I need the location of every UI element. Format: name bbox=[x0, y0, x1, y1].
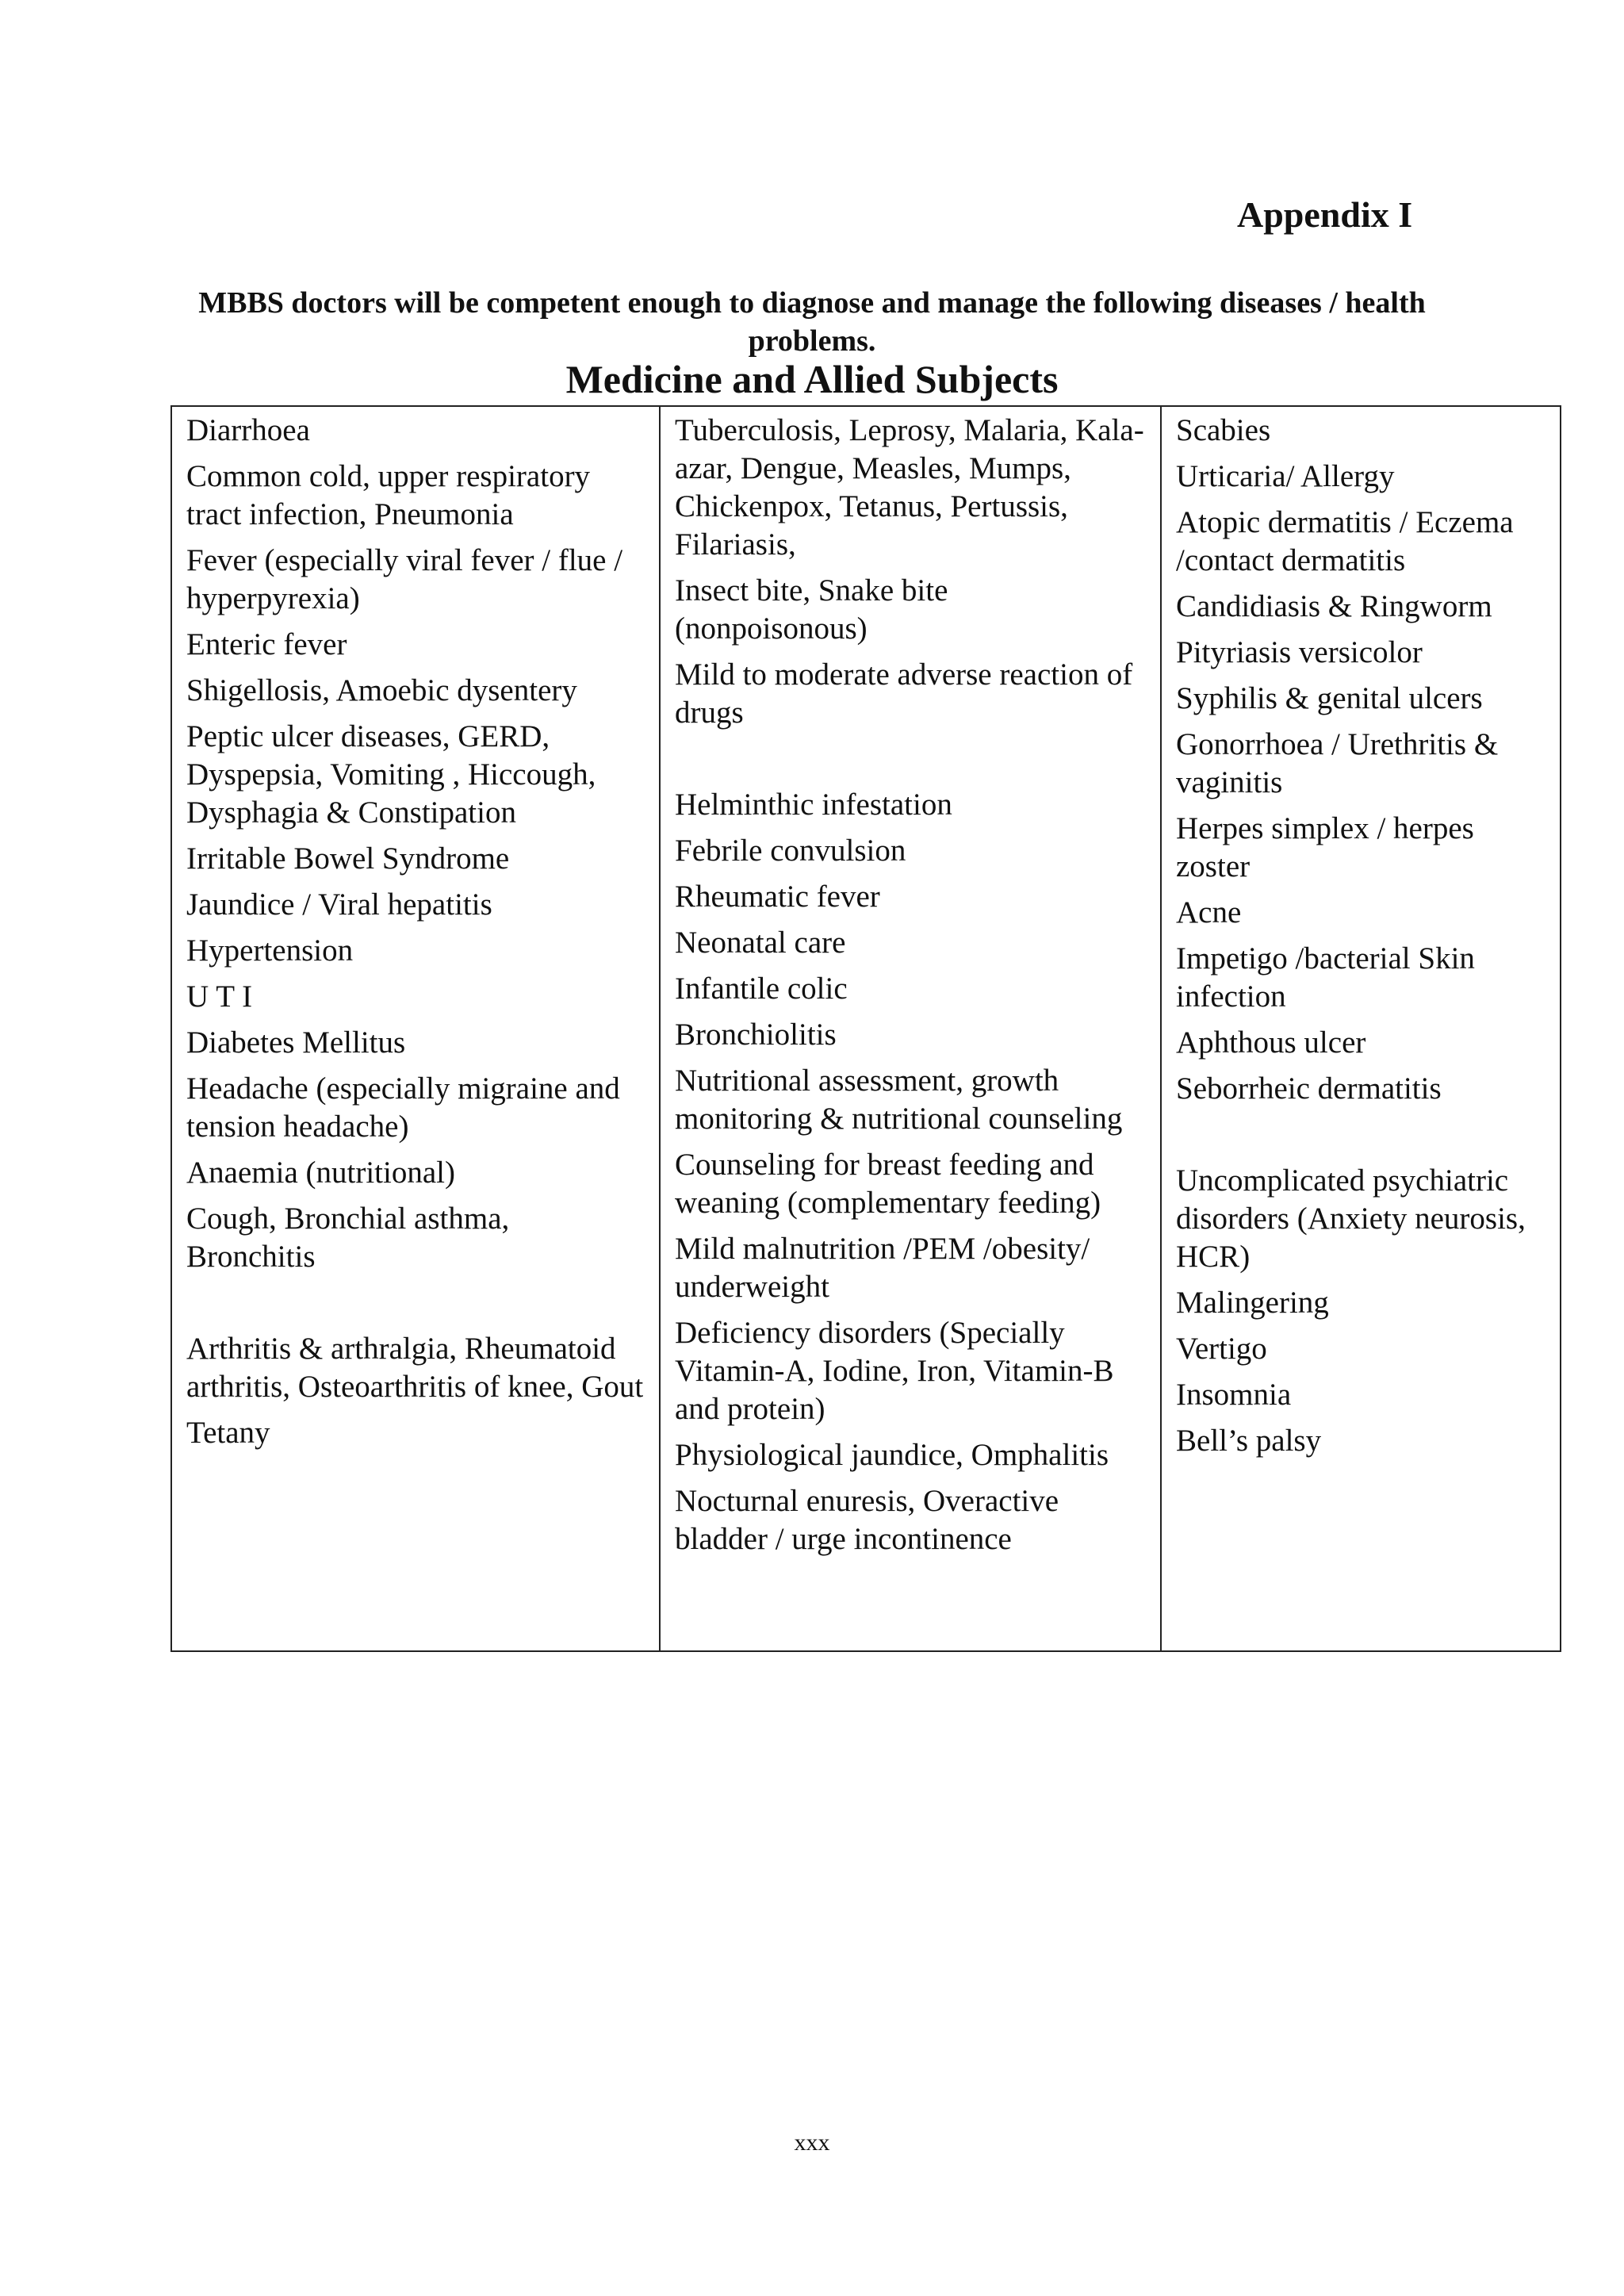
list-item: Physiological jaundice, Omphalitis bbox=[675, 1438, 1109, 1472]
list-item: Tuberculosis, Leprosy, Malaria, Kala-azar, Dengue, Measles, Mumps, Chickenpox, Tetanus, Pertussis, Filariasis, bbox=[675, 413, 1144, 562]
list-item: Irritable Bowel Syndrome bbox=[186, 841, 510, 876]
list-item: Jaundice / Viral hepatitis bbox=[186, 887, 492, 922]
appendix-label: Appendix I bbox=[1237, 194, 1413, 235]
list-item: Candidiasis & Ringworm bbox=[1176, 589, 1492, 623]
list-item: Malingering bbox=[1176, 1286, 1329, 1320]
intro-text: MBBS doctors will be competent enough to diagnose and manage the following diseases / health problems. bbox=[198, 286, 1426, 358]
list-item: Pityriasis versicolor bbox=[1176, 635, 1423, 669]
list-item: Infantile colic bbox=[675, 972, 848, 1006]
section-title: Medicine and Allied Subjects bbox=[565, 357, 1059, 401]
list-item: Mild malnutrition /PEM /obesity/ underweight bbox=[675, 1232, 1090, 1304]
table-column-2 bbox=[661, 407, 1162, 1650]
table-column-1 bbox=[172, 407, 661, 1650]
list-item: Atopic dermatitis / Eczema /contact dermatitis bbox=[1176, 505, 1514, 577]
list-item: Fever (especially viral fever / flue / hyperpyrexia) bbox=[186, 543, 623, 615]
spacer bbox=[675, 740, 1146, 786]
list-item: Deficiency disorders (Specially Vitamin-A, Iodine, Iron, Vitamin-B and protein) bbox=[675, 1316, 1114, 1426]
list-item: Febrile convulsion bbox=[675, 834, 906, 868]
disease-table bbox=[170, 405, 1561, 1652]
list-item: Syphilis & genital ulcers bbox=[1176, 681, 1483, 715]
list-item: Enteric fever bbox=[186, 627, 347, 661]
list-item: Bronchiolitis bbox=[675, 1018, 837, 1052]
list-item: Rheumatic fever bbox=[675, 880, 880, 914]
list-item: Shigellosis, Amoebic dysentery bbox=[186, 673, 577, 707]
list-item: Anaemia (nutritional) bbox=[186, 1156, 455, 1190]
table-column-3 bbox=[1162, 407, 1560, 1650]
list-item: Acne bbox=[1176, 895, 1242, 930]
list-item: Scabies bbox=[1176, 413, 1271, 447]
list-item: Peptic ulcer diseases, GERD, Dyspepsia, Vomiting , Hiccough, Dysphagia & Constipation bbox=[186, 719, 596, 830]
list-item: Urticaria/ Allergy bbox=[1176, 459, 1395, 493]
list-item: Helminthic infestation bbox=[675, 788, 952, 822]
list-item: Nutritional assessment, growth monitoring & nutritional counseling bbox=[675, 1064, 1123, 1136]
list-item: Cough, Bronchial asthma, Bronchitis bbox=[186, 1202, 510, 1274]
spacer bbox=[1176, 1116, 1545, 1162]
list-item: Nocturnal enuresis, Overactive bladder / urge incontinence bbox=[675, 1484, 1059, 1556]
list-item: Seborrheic dermatitis bbox=[1176, 1071, 1442, 1106]
spacer bbox=[186, 1284, 645, 1330]
page-number: xxx bbox=[794, 2129, 830, 2156]
list-item: Impetigo /bacterial Skin infection bbox=[1176, 941, 1475, 1014]
list-item: Insect bite, Snake bite (nonpoisonous) bbox=[675, 573, 948, 646]
list-item: Mild to moderate adverse reaction of drugs bbox=[675, 657, 1133, 730]
list-item: Gonorrhoea / Urethritis & vaginitis bbox=[1176, 727, 1499, 799]
list-item: Hypertension bbox=[186, 933, 354, 968]
list-item: Aphthous ulcer bbox=[1176, 1025, 1366, 1060]
list-item: Vertigo bbox=[1176, 1332, 1267, 1366]
list-item: Diabetes Mellitus bbox=[186, 1025, 406, 1060]
list-item: Common cold, upper respiratory tract infection, Pneumonia bbox=[186, 459, 591, 531]
list-item: Neonatal care bbox=[675, 926, 846, 960]
list-item: Insomnia bbox=[1176, 1378, 1292, 1412]
list-item: U T I bbox=[186, 979, 253, 1014]
list-item: Tetany bbox=[186, 1416, 270, 1450]
list-item: Headache (especially migraine and tension headache) bbox=[186, 1071, 620, 1144]
list-item: Uncomplicated psychiatric disorders (Anxiety neurosis, HCR) bbox=[1176, 1163, 1526, 1274]
list-item: Diarrhoea bbox=[186, 413, 310, 447]
list-item: Counseling for breast feeding and weaning (complementary feeding) bbox=[675, 1148, 1101, 1220]
list-item: Herpes simplex / herpes zoster bbox=[1176, 811, 1474, 884]
list-item: Bell’s palsy bbox=[1176, 1424, 1322, 1458]
list-item: Arthritis & arthralgia, Rheumatoid arthritis, Osteoarthritis of knee, Gout bbox=[186, 1332, 644, 1404]
